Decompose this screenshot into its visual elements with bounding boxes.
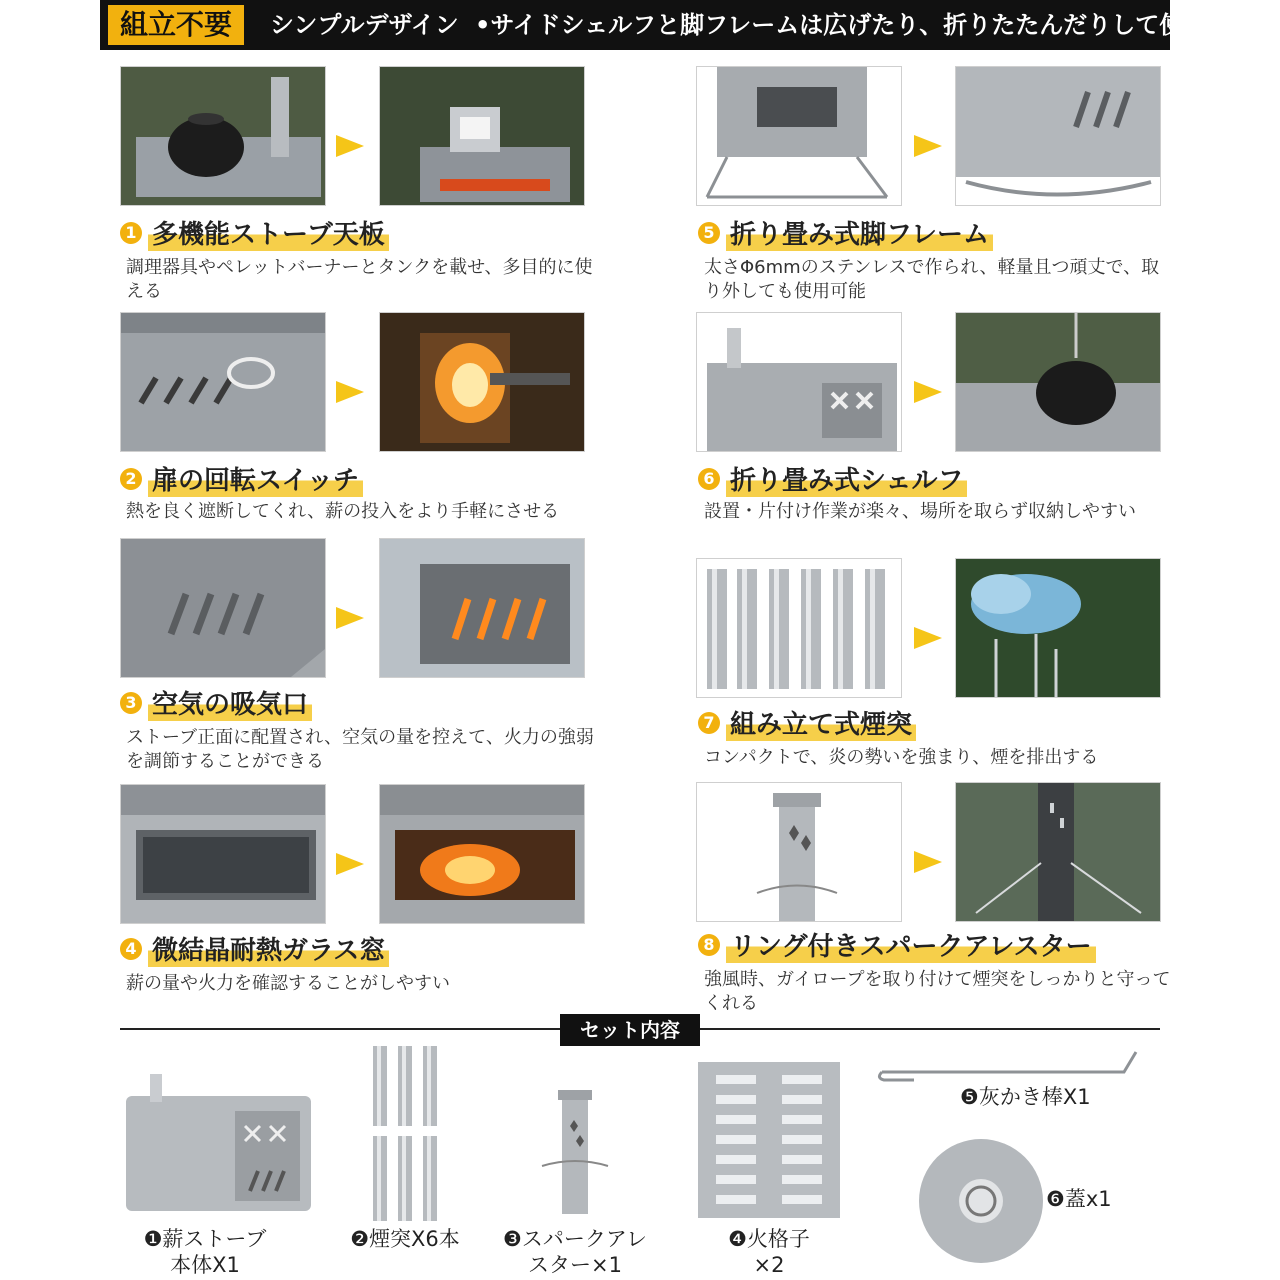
feature-4-arrow: [336, 853, 364, 875]
feature-4-desc: 薪の量や火力を確認することがしやすい: [126, 973, 450, 994]
header-note: •サイドシェルフと脚フレームは広げたり、折りたたんだりして使える: [475, 11, 1232, 39]
feature-5-photo-a: [696, 66, 902, 206]
feature-title-text: 微結晶耐熱ガラス窓: [148, 930, 389, 967]
feature-title-text: 多機能ストーブ天板: [148, 214, 389, 251]
feature-8-photo-a: [696, 782, 902, 922]
feature-8-desc: 強風時、ガイロープを取り付けて煙突をしっかりと守ってくれる: [704, 969, 1171, 1014]
set-item-chimney-image: [365, 1044, 445, 1224]
feature-7-arrow: [914, 627, 942, 649]
feature-2-photo-a: [120, 312, 326, 452]
feature-8-title: [698, 926, 1096, 962]
feature-7-photo-a: [696, 558, 902, 698]
feature-1-photo-b: [379, 66, 585, 206]
header-bar: [100, 0, 1232, 50]
set-item-line1: ❷煙突X6本: [350, 1227, 460, 1251]
feature-3-photo-b: [379, 538, 585, 678]
feature-5-photo-b: [955, 66, 1161, 206]
feature-4-photo-a: [120, 784, 326, 924]
feature-number: 3: [120, 692, 142, 714]
set-item-line1: ❶薪ストーブ: [143, 1227, 267, 1251]
no-assembly-badge: 組立不要: [108, 5, 244, 45]
feature-7-photo-b: [955, 558, 1161, 698]
set-item-2-label: [330, 1226, 480, 1252]
feature-number: 5: [698, 222, 720, 244]
set-item-line1: ❸スパークアレ: [503, 1227, 647, 1251]
feature-number: 1: [120, 222, 142, 244]
set-contents-title: セット内容: [560, 1014, 700, 1046]
feature-1-photo-a: [120, 66, 326, 206]
feature-1-title: [120, 214, 389, 250]
feature-3-title: [120, 684, 312, 720]
set-item-line1: ❹火格子: [728, 1227, 810, 1251]
feature-3-desc: ストーブ正面に配置され、空気の量を控えて、火力の強弱を調節することができる: [126, 727, 594, 772]
feature-number: 7: [698, 712, 720, 734]
set-item-poker-image: [874, 1046, 1154, 1086]
feature-2-title: [120, 460, 363, 496]
set-item-lid-image: [916, 1136, 1046, 1266]
feature-1-arrow: [336, 135, 364, 157]
feature-5-title: [698, 214, 993, 250]
set-divider-left: [120, 1028, 560, 1030]
feature-2-photo-b: [379, 312, 585, 452]
set-item-grate-image: [696, 1060, 842, 1220]
feature-2-arrow: [336, 381, 364, 403]
feature-8-arrow: [914, 851, 942, 873]
set-item-3-label: [495, 1226, 655, 1278]
set-divider-right: [700, 1028, 1160, 1030]
feature-4-title: [120, 930, 389, 966]
feature-6-arrow: [914, 381, 942, 403]
set-item-line2: ×2: [753, 1253, 785, 1277]
set-item-line2: スター×1: [528, 1253, 622, 1277]
set-item-5-label: ❺灰かき棒X1: [960, 1085, 1091, 1109]
feature-number: 6: [698, 468, 720, 490]
set-item-1-label: [130, 1226, 280, 1278]
feature-1-desc: 調理器具やペレットバーナーとタンクを載せ、多目的に使える: [126, 257, 593, 302]
set-item-stove-image: [120, 1066, 320, 1216]
feature-6-desc: 設置・片付け作業が楽々、場所を取らず収納しやすい: [704, 501, 1136, 522]
feature-6-photo-b: [955, 312, 1161, 452]
feature-8-photo-b: [955, 782, 1161, 922]
feature-5-arrow: [914, 135, 942, 157]
feature-number: 4: [120, 938, 142, 960]
feature-title-text: 空気の吸気口: [148, 684, 312, 721]
feature-title-text: 扉の回転スイッチ: [148, 460, 363, 497]
feature-6-photo-a: [696, 312, 902, 452]
set-item-spark-arrester-image: [540, 1086, 610, 1216]
feature-title-text: 折り畳み式シェルフ: [726, 460, 967, 497]
feature-title-text: 折り畳み式脚フレーム: [726, 214, 993, 251]
set-item-line2: 本体X1: [170, 1253, 240, 1277]
feature-number: 8: [698, 934, 720, 956]
feature-number: 2: [120, 468, 142, 490]
header-subtitle: シンプルデザイン: [270, 11, 459, 39]
feature-3-arrow: [336, 607, 364, 629]
feature-6-title: [698, 460, 967, 496]
feature-7-desc: コンパクトで、炎の勢いを強まり、煙を排出する: [704, 747, 1099, 768]
feature-2-desc: 熱を良く遮断してくれ、薪の投入をより手軽にさせる: [126, 501, 560, 522]
feature-5-desc: 太さΦ6mmのステンレスで作られ、軽量且つ頑丈で、取り外しても使用可能: [704, 257, 1160, 302]
feature-title-text: 組み立て式煙突: [726, 704, 916, 741]
feature-7-title: [698, 704, 916, 740]
feature-4-photo-b: [379, 784, 585, 924]
feature-title-text: リング付きスパークアレスター: [726, 926, 1096, 963]
feature-3-photo-a: [120, 538, 326, 678]
set-item-4-label: [694, 1226, 844, 1278]
set-item-6-label: ❻蓋x1: [1046, 1187, 1112, 1211]
